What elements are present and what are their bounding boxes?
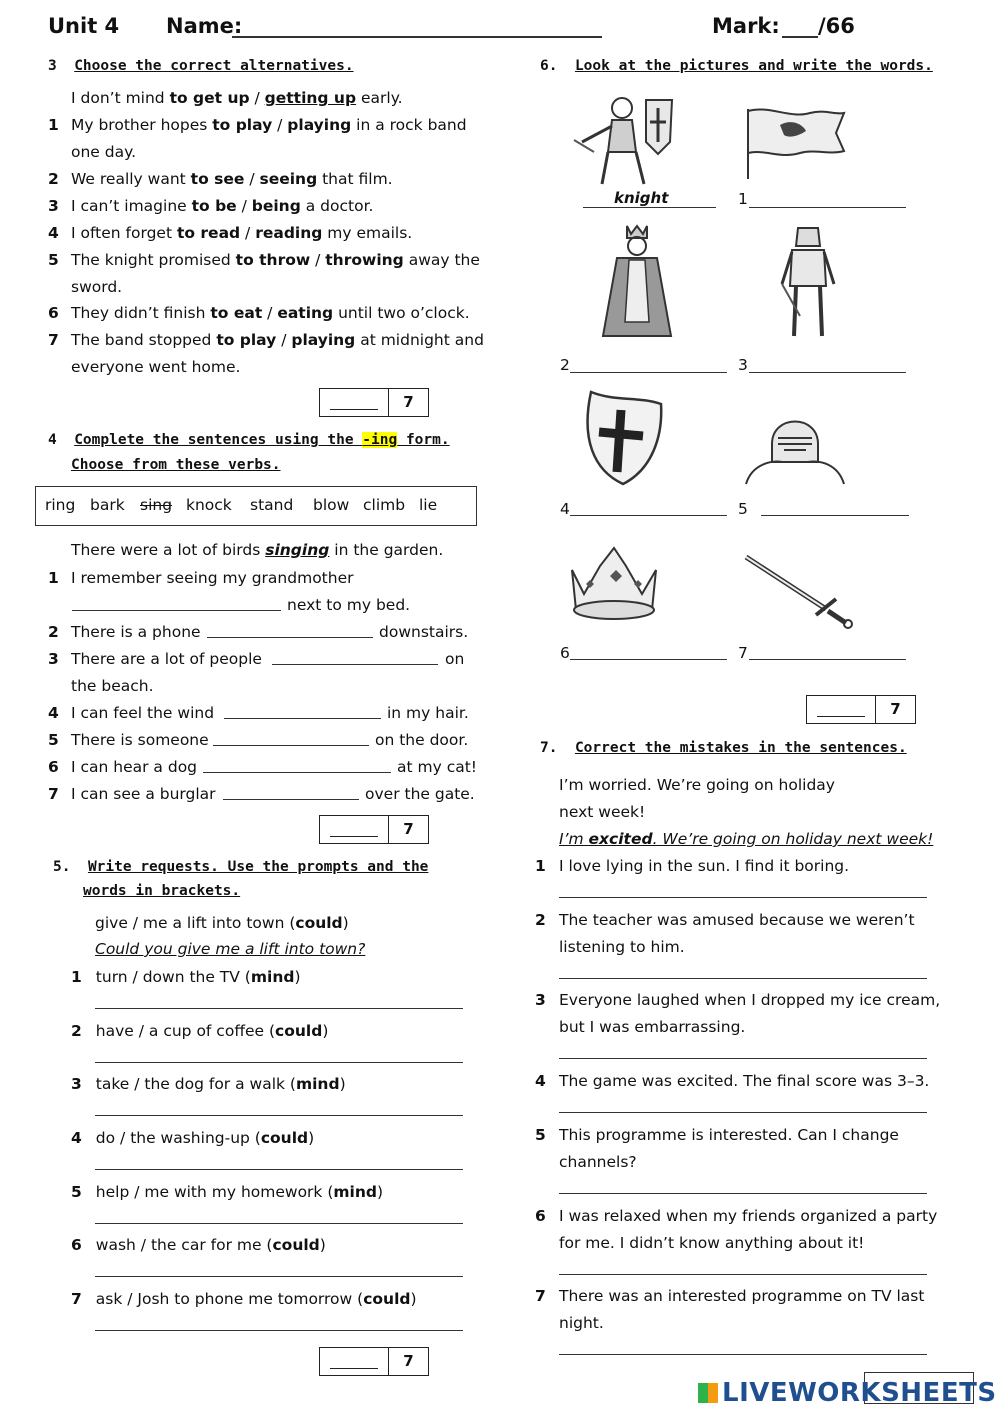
answer-line[interactable] [203, 772, 391, 773]
shield-picture [577, 388, 667, 486]
logo-icon [698, 1383, 718, 1403]
verb-word: stand [250, 496, 294, 514]
answer-line[interactable] [559, 1058, 927, 1059]
unit-title: Unit 4 [48, 14, 120, 38]
option-b[interactable]: seeing [259, 170, 318, 188]
option-b[interactable]: throwing [325, 251, 404, 269]
option-a[interactable]: to eat [210, 304, 263, 322]
score-input[interactable] [807, 696, 876, 723]
s6-label: 6 [560, 644, 570, 662]
s5-item: 2 have / a cup of coffee (could) [71, 1022, 329, 1040]
section-3-heading: 3 Choose the correct alternatives. [48, 58, 354, 74]
answer-line[interactable] [272, 664, 438, 665]
section-7-heading: 7. Correct the mistakes in the sentences. [540, 740, 907, 756]
answer-line[interactable] [223, 799, 359, 800]
s4-example: There were a lot of birds singing in the garden. [71, 541, 444, 559]
king-picture [597, 222, 677, 340]
mark-label: Mark: [712, 14, 780, 38]
verb-word: knock [186, 496, 232, 514]
answer-line[interactable] [749, 207, 906, 208]
option-b[interactable]: playing [291, 331, 356, 349]
answer-line[interactable] [761, 515, 909, 516]
answer-line[interactable] [95, 1115, 463, 1116]
answer-line[interactable] [570, 372, 727, 373]
s3-example: I don’t mind to get up / getting up early. [71, 89, 403, 107]
s5-item: 4 do / the washing-up (could) [71, 1129, 315, 1147]
helmet-picture [742, 404, 848, 486]
option-b[interactable]: being [251, 197, 301, 215]
answer-line[interactable] [559, 1274, 927, 1275]
verb-word: lie [419, 496, 438, 514]
score-input[interactable] [320, 1348, 389, 1375]
s5-example-answer: Could you give me a lift into town? [95, 940, 366, 958]
s4-score-box[interactable] [319, 815, 429, 844]
verb-word: ring [45, 496, 76, 514]
answer-line[interactable] [95, 1062, 463, 1063]
answer-line[interactable] [72, 610, 281, 611]
mark-total: /66 [818, 14, 855, 38]
answer-line[interactable] [95, 1330, 463, 1331]
sword-picture [742, 553, 856, 629]
s7-example-answer: I’m excited. We’re going on holiday next week! [559, 830, 934, 848]
option-a[interactable]: to play [216, 331, 277, 349]
name-label: Name: [166, 14, 243, 38]
score-max: 7 [403, 820, 414, 838]
score-input[interactable] [320, 389, 389, 416]
score-max: 7 [403, 1352, 414, 1370]
section-6-heading: 6. Look at the pictures and write the words. [540, 58, 933, 74]
s4-item-cont: next to my bed. [287, 596, 411, 614]
verb-word: climb [363, 496, 406, 514]
option-a[interactable]: to see [190, 170, 245, 188]
option-a[interactable]: to read [176, 224, 241, 242]
s7-example-line1: I’m worried. We’re going on holiday [559, 776, 835, 794]
s5-item: 5 help / me with my homework (mind) [71, 1183, 384, 1201]
flag-picture [740, 105, 850, 180]
answer-line[interactable] [749, 659, 906, 660]
answer-line[interactable] [224, 718, 381, 719]
answer-line-example [583, 207, 716, 208]
mark-input-line[interactable] [782, 36, 818, 38]
s5-item: 7 ask / Josh to phone me tomorrow (could) [71, 1290, 417, 1308]
knight-picture [572, 92, 682, 188]
section-5-subheading: words in brackets. [83, 883, 241, 899]
answer-line[interactable] [213, 745, 369, 746]
section-5-heading: 5. Write requests. Use the prompts and the [53, 859, 429, 875]
option-b[interactable]: reading [255, 224, 323, 242]
s6-label: 4 [560, 500, 570, 518]
s6-label: 2 [560, 356, 570, 374]
s5-score-box[interactable] [319, 1347, 429, 1376]
answer-line[interactable] [559, 978, 927, 979]
answer-line[interactable] [559, 1112, 927, 1113]
option-a[interactable]: to play [212, 116, 273, 134]
answer-line[interactable] [207, 637, 373, 638]
s7-example-line2: next week! [559, 803, 646, 821]
score-max: 7 [403, 393, 414, 411]
s5-item: 1 turn / down the TV (mind) [71, 968, 301, 986]
s6-label: 7 [738, 644, 748, 662]
verb-word: bark [90, 496, 125, 514]
answer-line[interactable] [559, 1193, 927, 1194]
answer-line[interactable] [559, 1354, 927, 1355]
s6-label: 3 [738, 356, 748, 374]
verb-word: blow [313, 496, 350, 514]
armour-picture [778, 224, 838, 342]
score-max: 7 [890, 700, 901, 718]
crown-picture [566, 540, 660, 624]
answer-line[interactable] [570, 659, 727, 660]
answer-line[interactable] [95, 1223, 463, 1224]
verb-word-used: sing [140, 496, 173, 514]
answer-line[interactable] [95, 1008, 463, 1009]
answer-line[interactable] [95, 1169, 463, 1170]
option-a[interactable]: to be [191, 197, 237, 215]
s6-example-answer: knight [614, 189, 669, 207]
liveworksheets-logo: LIVEWORKSHEETS [698, 1378, 997, 1408]
answer-line[interactable] [95, 1276, 463, 1277]
s5-item: 3 take / the dog for a walk (mind) [71, 1075, 346, 1093]
verb-box [35, 486, 477, 526]
score-input[interactable] [320, 816, 389, 843]
section-4-subheading: Choose from these verbs. [71, 457, 281, 473]
option-a[interactable]: to throw [235, 251, 311, 269]
name-input-line[interactable] [232, 36, 602, 38]
s5-item: 6 wash / the car for me (could) [71, 1236, 326, 1254]
option-b[interactable]: playing [287, 116, 352, 134]
answer-line[interactable] [570, 515, 727, 516]
s3-score-box[interactable] [319, 388, 429, 417]
answer-line[interactable] [559, 897, 927, 898]
s6-label: 1 [738, 190, 748, 208]
s6-score-box[interactable] [806, 695, 916, 724]
option-b[interactable]: eating [277, 304, 334, 322]
s5-example-prompt: give / me a lift into town (could) [95, 914, 349, 932]
s6-label: 5 [738, 500, 748, 518]
answer-line[interactable] [749, 372, 906, 373]
section-4-heading: 4 Complete the sentences using the -ing form. [48, 432, 450, 448]
